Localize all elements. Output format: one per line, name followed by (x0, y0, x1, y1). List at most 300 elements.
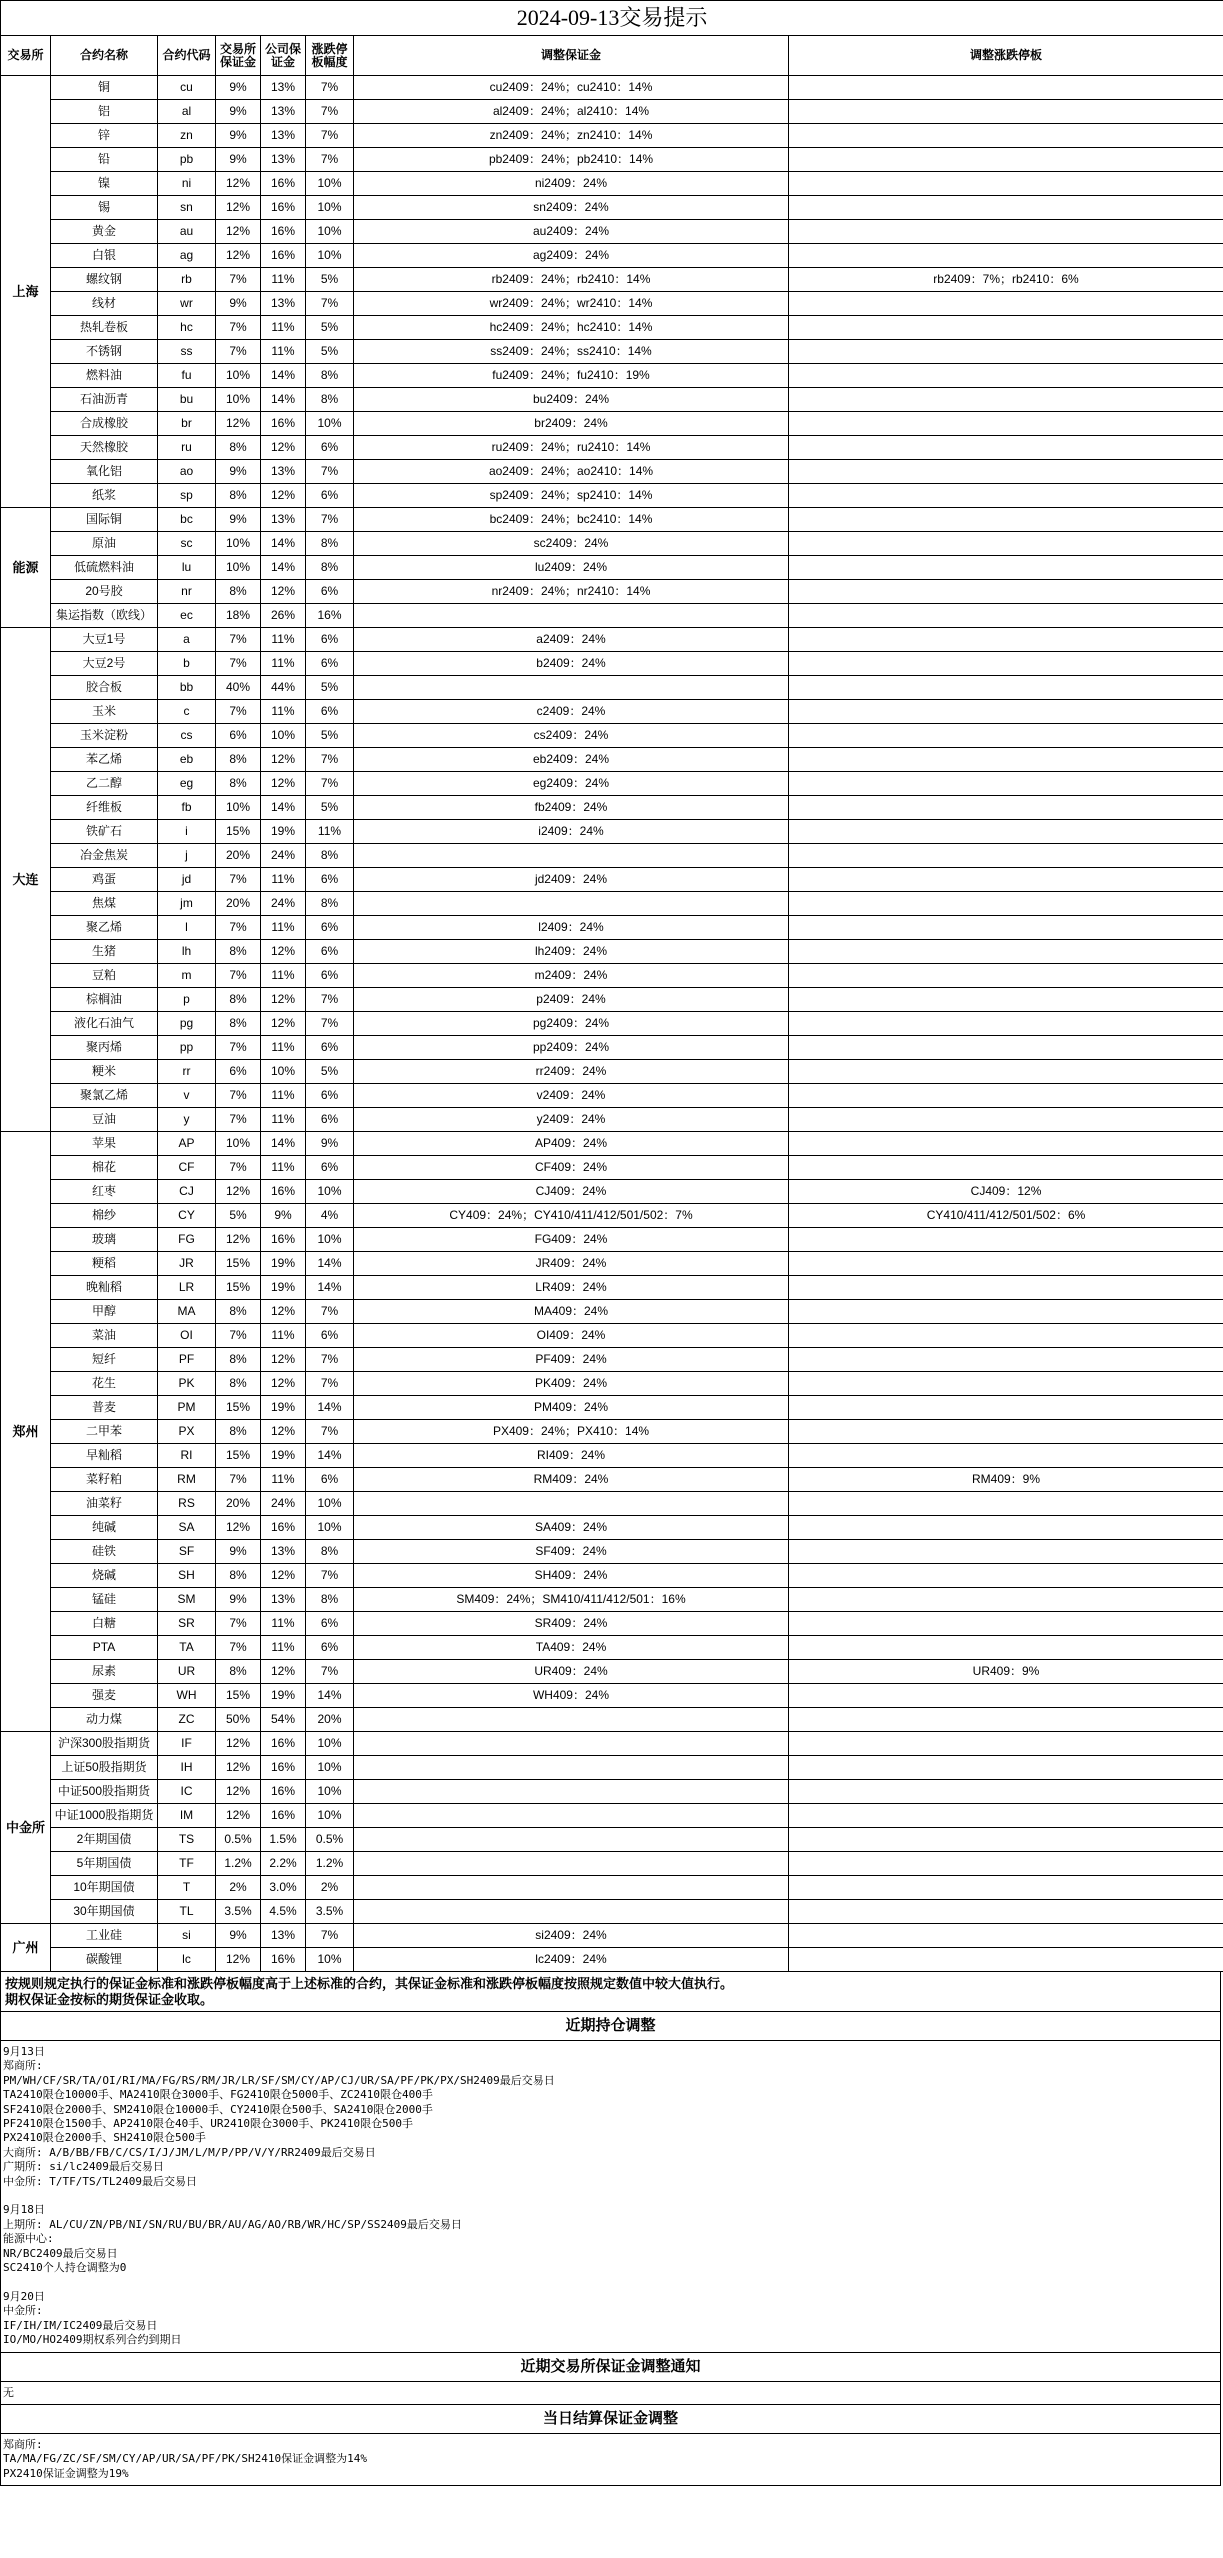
contract-code-cell: sp (158, 484, 216, 508)
adjusted-margin-cell: sp2409：24%；sp2410：14% (354, 484, 789, 508)
exchange-margin-cell: 50% (216, 1708, 261, 1732)
table-row (1, 460, 1223, 484)
contract-name-cell: 沪深300股指期货 (51, 1732, 158, 1756)
company-margin-cell: 12% (261, 1564, 306, 1588)
adjusted-limit-cell (789, 1828, 1223, 1852)
table-row (1, 1564, 1223, 1588)
contract-code-cell: hc (158, 316, 216, 340)
contract-code-cell: l (158, 916, 216, 940)
company-margin-cell: 19% (261, 1444, 306, 1468)
adjusted-margin-cell: PX409：24%；PX410：14% (354, 1420, 789, 1444)
adjusted-margin-cell: a2409：24% (354, 628, 789, 652)
contract-name-cell: 花生 (51, 1372, 158, 1396)
exchange-margin-cell: 10% (216, 532, 261, 556)
contract-name-cell: 硅铁 (51, 1540, 158, 1564)
company-margin-cell: 19% (261, 1396, 306, 1420)
adjusted-margin-cell: m2409：24% (354, 964, 789, 988)
exchange-margin-cell: 8% (216, 436, 261, 460)
limit-range-cell: 10% (306, 1492, 354, 1516)
contract-name-cell: 短纤 (51, 1348, 158, 1372)
limit-range-cell: 1.2% (306, 1852, 354, 1876)
contract-name-cell: 合成橡胶 (51, 412, 158, 436)
contract-name-cell: 尿素 (51, 1660, 158, 1684)
contract-code-cell: sn (158, 196, 216, 220)
exchange-margin-cell: 7% (216, 1468, 261, 1492)
contract-code-cell: nr (158, 580, 216, 604)
adjusted-margin-cell: rb2409：24%；rb2410：14% (354, 268, 789, 292)
adjusted-limit-cell (789, 220, 1223, 244)
table-row (1, 1012, 1223, 1036)
company-margin-cell: 13% (261, 1540, 306, 1564)
contract-name-cell: 白糖 (51, 1612, 158, 1636)
table-row (1, 964, 1223, 988)
contract-code-cell: rr (158, 1060, 216, 1084)
settlement-margin-heading: 当日结算保证金调整 (1, 2405, 1220, 2434)
exchange-margin-cell: 9% (216, 124, 261, 148)
adjusted-limit-cell (789, 1492, 1223, 1516)
limit-range-cell: 10% (306, 220, 354, 244)
adjusted-margin-cell: rr2409：24% (354, 1060, 789, 1084)
contract-code-cell: lu (158, 556, 216, 580)
adjusted-limit-cell (789, 916, 1223, 940)
contract-name-cell: 强麦 (51, 1684, 158, 1708)
exchange-margin-notice-heading: 近期交易所保证金调整通知 (1, 2353, 1220, 2382)
limit-range-cell: 7% (306, 124, 354, 148)
exchange-margin-cell: 9% (216, 508, 261, 532)
limit-range-cell: 10% (306, 1948, 354, 1972)
limit-range-cell: 0.5% (306, 1828, 354, 1852)
limit-range-cell: 2% (306, 1876, 354, 1900)
contract-code-cell: OI (158, 1324, 216, 1348)
contract-name-cell: 碳酸锂 (51, 1948, 158, 1972)
limit-range-cell: 7% (306, 292, 354, 316)
table-row (1, 292, 1223, 316)
limit-range-cell: 7% (306, 1300, 354, 1324)
table-row (1, 1300, 1223, 1324)
contract-name-cell: 螺纹钢 (51, 268, 158, 292)
company-margin-cell: 11% (261, 916, 306, 940)
adjusted-limit-cell (789, 1444, 1223, 1468)
contract-code-cell: ec (158, 604, 216, 628)
adjusted-limit-cell (789, 316, 1223, 340)
contract-code-cell: FG (158, 1228, 216, 1252)
contract-code-cell: RS (158, 1492, 216, 1516)
company-margin-cell: 16% (261, 220, 306, 244)
adjusted-limit-cell (789, 148, 1223, 172)
adjusted-margin-cell (354, 1756, 789, 1780)
adjusted-limit-cell: CJ409：12% (789, 1180, 1223, 1204)
adjusted-limit-cell (789, 1060, 1223, 1084)
company-margin-cell: 14% (261, 364, 306, 388)
header-contract-code: 合约代码 (158, 36, 216, 76)
exchange-margin-cell: 12% (216, 244, 261, 268)
limit-range-cell: 11% (306, 820, 354, 844)
exchange-margin-cell: 12% (216, 1180, 261, 1204)
table-row (1, 196, 1223, 220)
contract-name-cell: 上证50股指期货 (51, 1756, 158, 1780)
limit-range-cell: 7% (306, 1348, 354, 1372)
adjusted-margin-cell: WH409：24% (354, 1684, 789, 1708)
table-row (1, 1708, 1223, 1732)
contract-code-cell: b (158, 652, 216, 676)
adjusted-margin-cell (354, 676, 789, 700)
header-exchange-margin: 交易所保证金 (216, 36, 261, 76)
exchange-margin-cell: 12% (216, 1516, 261, 1540)
company-margin-cell: 16% (261, 1732, 306, 1756)
limit-range-cell: 20% (306, 1708, 354, 1732)
limit-range-cell: 7% (306, 1012, 354, 1036)
exchange-margin-cell: 3.5% (216, 1900, 261, 1924)
limit-range-cell: 10% (306, 1180, 354, 1204)
table-row (1, 916, 1223, 940)
contract-name-cell: 烧碱 (51, 1564, 158, 1588)
adjusted-margin-cell (354, 1852, 789, 1876)
adjusted-limit-cell (789, 412, 1223, 436)
limit-range-cell: 7% (306, 1924, 354, 1948)
contract-code-cell: SA (158, 1516, 216, 1540)
company-margin-cell: 16% (261, 1516, 306, 1540)
table-row (1, 1852, 1223, 1876)
adjusted-limit-cell (789, 796, 1223, 820)
table-row (1, 1828, 1223, 1852)
adjusted-limit-cell (789, 76, 1223, 100)
adjusted-margin-cell (354, 1732, 789, 1756)
adjusted-limit-cell (789, 1372, 1223, 1396)
contract-code-cell: UR (158, 1660, 216, 1684)
exchange-margin-cell: 15% (216, 1252, 261, 1276)
table-row (1, 1108, 1223, 1132)
company-margin-cell: 3.0% (261, 1876, 306, 1900)
adjusted-limit-cell (789, 580, 1223, 604)
contract-name-cell: 热轧卷板 (51, 316, 158, 340)
contract-name-cell: 原油 (51, 532, 158, 556)
company-margin-cell: 12% (261, 1012, 306, 1036)
adjusted-limit-cell (789, 1804, 1223, 1828)
contract-name-cell: 二甲苯 (51, 1420, 158, 1444)
contract-name-cell: 豆油 (51, 1108, 158, 1132)
table-row (1, 724, 1223, 748)
limit-range-cell: 7% (306, 460, 354, 484)
adjusted-margin-cell: bc2409：24%；bc2410：14% (354, 508, 789, 532)
adjusted-margin-cell: hc2409：24%；hc2410：14% (354, 316, 789, 340)
margin-rule-note: 按规则规定执行的保证金标准和涨跌停板幅度高于上述标准的合约，其保证金标准和涨跌停板幅度按照规定数值中较大值执行。 期权保证金按标的期货保证金收取。 (1, 1972, 1220, 2012)
contract-code-cell: jm (158, 892, 216, 916)
adjusted-limit-cell (789, 1612, 1223, 1636)
limit-range-cell: 3.5% (306, 1900, 354, 1924)
exchange-margin-cell: 9% (216, 100, 261, 124)
limit-range-cell: 6% (306, 700, 354, 724)
contract-name-cell: 棉花 (51, 1156, 158, 1180)
company-margin-cell: 14% (261, 388, 306, 412)
company-margin-cell: 12% (261, 580, 306, 604)
company-margin-cell: 12% (261, 436, 306, 460)
exchange-margin-cell: 10% (216, 796, 261, 820)
exchange-margin-cell: 18% (216, 604, 261, 628)
adjusted-limit-cell (789, 1684, 1223, 1708)
table-row (1, 1132, 1223, 1156)
table-row (1, 172, 1223, 196)
exchange-margin-cell: 8% (216, 484, 261, 508)
company-margin-cell: 24% (261, 892, 306, 916)
table-row (1, 1948, 1223, 1972)
adjusted-margin-cell: RM409：24% (354, 1468, 789, 1492)
company-margin-cell: 10% (261, 724, 306, 748)
adjusted-limit-cell (789, 1924, 1223, 1948)
limit-range-cell: 8% (306, 388, 354, 412)
adjusted-margin-cell: PF409：24% (354, 1348, 789, 1372)
adjusted-margin-cell: UR409：24% (354, 1660, 789, 1684)
exchange-margin-cell: 10% (216, 364, 261, 388)
adjusted-limit-cell (789, 1732, 1223, 1756)
exchange-name-cell: 中金所 (1, 1732, 51, 1924)
adjusted-margin-cell: ni2409：24% (354, 172, 789, 196)
limit-range-cell: 10% (306, 1804, 354, 1828)
exchange-margin-cell: 8% (216, 1348, 261, 1372)
contract-name-cell: 苹果 (51, 1132, 158, 1156)
limit-range-cell: 7% (306, 76, 354, 100)
adjusted-limit-cell (789, 1228, 1223, 1252)
contract-code-cell: CF (158, 1156, 216, 1180)
header-adjusted-limit: 调整涨跌停板 (789, 36, 1223, 76)
adjusted-margin-cell: br2409：24% (354, 412, 789, 436)
settlement-margin-body: 郑商所: TA/MA/FG/ZC/SF/SM/CY/AP/UR/SA/PF/PK/SH2410保证金调整为14% PX2410保证金调整为19% (3, 2437, 368, 2480)
limit-range-cell: 7% (306, 1564, 354, 1588)
exchange-margin-cell: 8% (216, 1420, 261, 1444)
company-margin-cell: 16% (261, 1804, 306, 1828)
adjusted-margin-cell: nr2409：24%；nr2410：14% (354, 580, 789, 604)
table-row (1, 1756, 1223, 1780)
limit-range-cell: 14% (306, 1252, 354, 1276)
adjusted-limit-cell (789, 460, 1223, 484)
table-row (1, 1252, 1223, 1276)
contract-name-cell: 玻璃 (51, 1228, 158, 1252)
company-margin-cell: 19% (261, 1276, 306, 1300)
exchange-name-cell: 上海 (1, 76, 51, 508)
contract-code-cell: a (158, 628, 216, 652)
limit-range-cell: 10% (306, 244, 354, 268)
adjusted-limit-cell (789, 868, 1223, 892)
table-row (1, 796, 1223, 820)
adjusted-margin-cell (354, 1708, 789, 1732)
limit-range-cell: 6% (306, 1084, 354, 1108)
table-row (1, 244, 1223, 268)
company-margin-cell: 16% (261, 172, 306, 196)
exchange-margin-cell: 12% (216, 220, 261, 244)
contract-code-cell: fu (158, 364, 216, 388)
limit-range-cell: 6% (306, 964, 354, 988)
contract-name-cell: 铜 (51, 76, 158, 100)
contract-code-cell: TA (158, 1636, 216, 1660)
header-adjusted-margin: 调整保证金 (354, 36, 789, 76)
company-margin-cell: 16% (261, 1756, 306, 1780)
adjusted-limit-cell (789, 484, 1223, 508)
contract-code-cell: SH (158, 1564, 216, 1588)
table-row (1, 1780, 1223, 1804)
table-row (1, 1468, 1223, 1492)
exchange-margin-cell: 12% (216, 1228, 261, 1252)
adjusted-margin-cell: y2409：24% (354, 1108, 789, 1132)
table-row (1, 100, 1223, 124)
limit-range-cell: 16% (306, 604, 354, 628)
contract-code-cell: MA (158, 1300, 216, 1324)
contract-name-cell: 纤维板 (51, 796, 158, 820)
exchange-margin-cell: 8% (216, 1564, 261, 1588)
exchange-margin-cell: 7% (216, 916, 261, 940)
contract-code-cell: TF (158, 1852, 216, 1876)
exchange-margin-cell: 7% (216, 1612, 261, 1636)
contract-name-cell: 铅 (51, 148, 158, 172)
page-title: 2024-09-13交易提示 (1, 1, 1223, 36)
adjusted-margin-cell: PK409：24% (354, 1372, 789, 1396)
contract-code-cell: ZC (158, 1708, 216, 1732)
limit-range-cell: 6% (306, 1612, 354, 1636)
limit-range-cell: 5% (306, 1060, 354, 1084)
adjusted-limit-cell (789, 556, 1223, 580)
adjusted-limit-cell (789, 1852, 1223, 1876)
limit-range-cell: 10% (306, 1756, 354, 1780)
contract-code-cell: c (158, 700, 216, 724)
exchange-margin-cell: 12% (216, 1804, 261, 1828)
company-margin-cell: 54% (261, 1708, 306, 1732)
contract-code-cell: bu (158, 388, 216, 412)
adjusted-margin-cell: cu2409：24%；cu2410：14% (354, 76, 789, 100)
limit-range-cell: 6% (306, 1036, 354, 1060)
adjusted-margin-cell: c2409：24% (354, 700, 789, 724)
contract-name-cell: 苯乙烯 (51, 748, 158, 772)
table-row (1, 868, 1223, 892)
contract-code-cell: jd (158, 868, 216, 892)
exchange-margin-cell: 7% (216, 1324, 261, 1348)
adjusted-limit-cell (789, 964, 1223, 988)
table-row (1, 1900, 1223, 1924)
table-row (1, 412, 1223, 436)
adjusted-margin-cell: SF409：24% (354, 1540, 789, 1564)
contract-name-cell: 普麦 (51, 1396, 158, 1420)
adjusted-limit-cell (789, 1156, 1223, 1180)
exchange-margin-notice-body: 无 (1, 2382, 1220, 2405)
adjusted-limit-cell (789, 340, 1223, 364)
contract-code-cell: eg (158, 772, 216, 796)
company-margin-cell: 12% (261, 1348, 306, 1372)
table-row (1, 556, 1223, 580)
limit-range-cell: 6% (306, 916, 354, 940)
exchange-margin-cell: 7% (216, 1636, 261, 1660)
limit-range-cell: 14% (306, 1396, 354, 1420)
company-margin-cell: 11% (261, 1636, 306, 1660)
contract-code-cell: i (158, 820, 216, 844)
contract-name-cell: 集运指数（欧线） (51, 604, 158, 628)
adjusted-margin-cell: bu2409：24% (354, 388, 789, 412)
table-row (1, 436, 1223, 460)
exchange-margin-cell: 9% (216, 76, 261, 100)
limit-range-cell: 7% (306, 988, 354, 1012)
company-margin-cell: 12% (261, 748, 306, 772)
company-margin-cell: 13% (261, 508, 306, 532)
exchange-margin-cell: 6% (216, 724, 261, 748)
company-margin-cell: 12% (261, 940, 306, 964)
company-margin-cell: 11% (261, 652, 306, 676)
contract-code-cell: PK (158, 1372, 216, 1396)
exchange-margin-cell: 15% (216, 1276, 261, 1300)
company-margin-cell: 11% (261, 1324, 306, 1348)
exchange-margin-cell: 7% (216, 964, 261, 988)
contract-name-cell: 鸡蛋 (51, 868, 158, 892)
adjusted-limit-cell: CY410/411/412/501/502：6% (789, 1204, 1223, 1228)
limit-range-cell: 14% (306, 1444, 354, 1468)
company-margin-cell: 13% (261, 124, 306, 148)
contract-name-cell: 粳稻 (51, 1252, 158, 1276)
adjusted-margin-cell: ss2409：24%；ss2410：14% (354, 340, 789, 364)
table-row (1, 508, 1223, 532)
adjusted-limit-cell (789, 1276, 1223, 1300)
company-margin-cell: 9% (261, 1204, 306, 1228)
contract-code-cell: m (158, 964, 216, 988)
table-row (1, 580, 1223, 604)
company-margin-cell: 11% (261, 1108, 306, 1132)
table-row (1, 364, 1223, 388)
limit-range-cell: 5% (306, 796, 354, 820)
exchange-margin-cell: 1.2% (216, 1852, 261, 1876)
contract-code-cell: PF (158, 1348, 216, 1372)
table-row (1, 1324, 1223, 1348)
adjusted-limit-cell (789, 196, 1223, 220)
company-margin-cell: 11% (261, 316, 306, 340)
contract-name-cell: 液化石油气 (51, 1012, 158, 1036)
adjusted-margin-cell: au2409：24% (354, 220, 789, 244)
contract-code-cell: lh (158, 940, 216, 964)
header-contract-name: 合约名称 (51, 36, 158, 76)
contract-code-cell: WH (158, 1684, 216, 1708)
company-margin-cell: 19% (261, 820, 306, 844)
contract-code-cell: IH (158, 1756, 216, 1780)
limit-range-cell: 6% (306, 1636, 354, 1660)
contract-name-cell: 菜籽粕 (51, 1468, 158, 1492)
table-row (1, 1684, 1223, 1708)
adjusted-margin-cell: CF409：24% (354, 1156, 789, 1180)
contract-name-cell: 棕榈油 (51, 988, 158, 1012)
adjusted-limit-cell (789, 700, 1223, 724)
company-margin-cell: 16% (261, 196, 306, 220)
table-row (1, 1924, 1223, 1948)
contract-code-cell: IF (158, 1732, 216, 1756)
table-row (1, 1084, 1223, 1108)
contract-name-cell: 2年期国债 (51, 1828, 158, 1852)
adjusted-margin-cell (354, 844, 789, 868)
contract-name-cell: 玉米 (51, 700, 158, 724)
contract-name-cell: 氧化铝 (51, 460, 158, 484)
contract-name-cell: 石油沥青 (51, 388, 158, 412)
adjusted-margin-cell: pg2409：24% (354, 1012, 789, 1036)
company-margin-cell: 13% (261, 1588, 306, 1612)
table-row (1, 700, 1223, 724)
adjusted-margin-cell: sn2409：24% (354, 196, 789, 220)
exchange-margin-cell: 7% (216, 268, 261, 292)
limit-range-cell: 5% (306, 724, 354, 748)
exchange-margin-cell: 9% (216, 460, 261, 484)
company-margin-cell: 12% (261, 1660, 306, 1684)
contract-name-cell: 30年期国债 (51, 1900, 158, 1924)
exchange-margin-cell: 8% (216, 988, 261, 1012)
table-row (1, 1732, 1223, 1756)
company-margin-cell: 11% (261, 700, 306, 724)
position-adjustment-heading: 近期持仓调整 (1, 2012, 1220, 2041)
adjusted-margin-cell: pb2409：24%；pb2410：14% (354, 148, 789, 172)
exchange-margin-cell: 10% (216, 556, 261, 580)
adjusted-limit-cell (789, 388, 1223, 412)
exchange-name-cell: 郑州 (1, 1132, 51, 1732)
company-margin-cell: 11% (261, 628, 306, 652)
contract-name-cell: 冶金焦炭 (51, 844, 158, 868)
